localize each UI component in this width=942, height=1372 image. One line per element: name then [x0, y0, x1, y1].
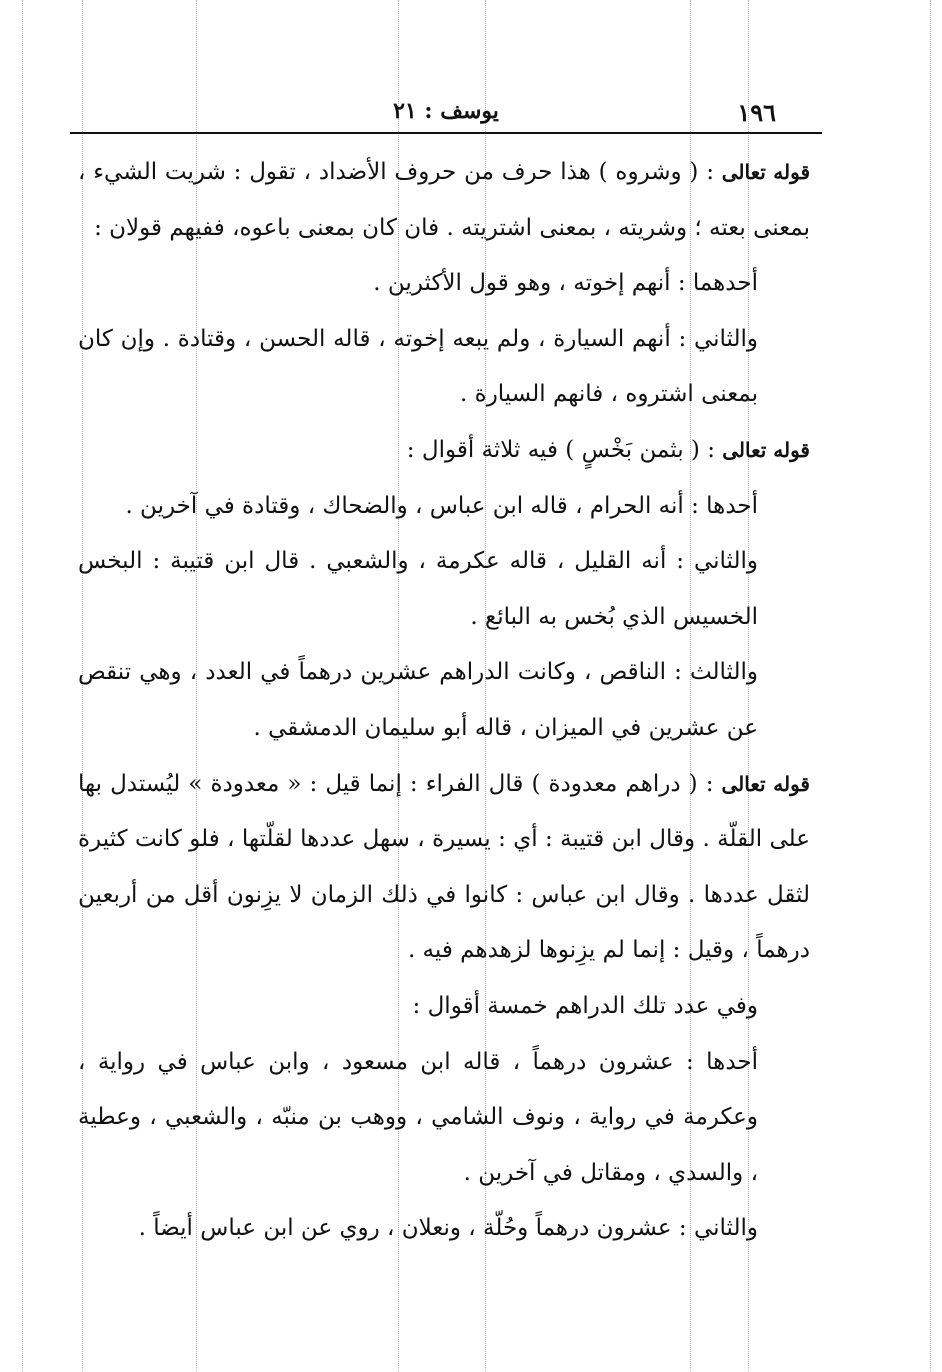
- paragraph: [78, 312, 810, 423]
- paragraph-text: والثاني : أنه القليل ، قاله عكرمة ، والشعبي . قال ابن قتيبة : البخس الخسيس الذي بُخس به البائع .: [78, 548, 758, 630]
- paragraph: [78, 145, 810, 256]
- paragraph: [78, 256, 810, 312]
- paragraph-text: : ( دراهم معدودة ) قال الفراء : إنما قيل : « معدودة » ليُستدل بها على القلّة . وقال ابن قتيبة : أي : يسيرة ، سهل عددها لقلّتها ، فلو كانت كثيرة لثقل عددها . وقال ابن عباس : كانوا في ذلك الزمان لا يزِنون أقل من أربعين درهماً ، وقيل : إنما لم يزِنوها لزهدهم فيه .: [78, 770, 811, 964]
- paragraph-text: : ( وشروه ) هذا حرف من حروف الأضداد ، تقول : شريت الشيء ، بمعنى بعته ؛ وشريته ، بمعنى اشتريته . فان كان بمعنى باعوه، ففيهم قولان :: [78, 159, 810, 241]
- paragraph-lead: قوله تعالى: [721, 160, 810, 184]
- paragraph-lead: قوله تعالى: [722, 437, 810, 462]
- dotted-guide-line: [22, 0, 23, 1372]
- paragraph-text: والثالث : الناقص ، وكانت الدراهم عشرين درهماً في العدد ، وهي تنقص عن عشرين في الميزان ، قاله أبو سليمان الدمشقي .: [78, 659, 758, 741]
- paragraph-text: أحدهما : أنهم إخوته ، وهو قول الأكثرين .: [373, 270, 758, 297]
- page-body: [78, 145, 810, 1257]
- running-title: يوسف : ٢١: [393, 98, 499, 124]
- paragraph-text: والثاني : أنهم السيارة ، ولم يبعه إخوته ، قاله الحسن ، وقتادة . وإن كان بمعنى اشتروه ، فانهم السيارة .: [78, 325, 758, 408]
- paragraph: [78, 757, 810, 979]
- paragraph-text: أحدها : عشرون درهماً ، قاله ابن مسعود ، وابن عباس في رواية ، وعكرمة في رواية ، ونوف الشامي ، ووهب بن منبّه ، والشعبي ، وعطية ، والسدي ، ومقاتل في آخرين .: [78, 1048, 758, 1186]
- paragraph-text: أحدها : أنه الحرام ، قاله ابن عباس ، والضحاك ، وقتادة في آخرين .: [125, 492, 758, 519]
- page-header: [70, 92, 822, 134]
- page-number: ١٩٦: [737, 98, 776, 127]
- paragraph: [78, 479, 810, 535]
- paragraph-text: والثاني : عشرون درهماً وحُلّة ، ونعلان ، روي عن ابن عباس أيضاً .: [138, 1215, 758, 1242]
- paragraph-text: وفي عدد تلك الدراهم خمسة أقوال :: [412, 992, 758, 1019]
- paragraph: [78, 1035, 810, 1202]
- paragraph: [78, 979, 810, 1035]
- paragraph-text: : ( بثمن بَخْسٍ ) فيه ثلاثة أقوال :: [406, 436, 723, 463]
- paragraph: [78, 1201, 810, 1257]
- paragraph-lead: قوله تعالى: [721, 771, 810, 796]
- paragraph: [78, 534, 810, 645]
- paragraph: [78, 645, 810, 756]
- dotted-guide-line: [930, 0, 931, 1372]
- paragraph: [78, 423, 810, 479]
